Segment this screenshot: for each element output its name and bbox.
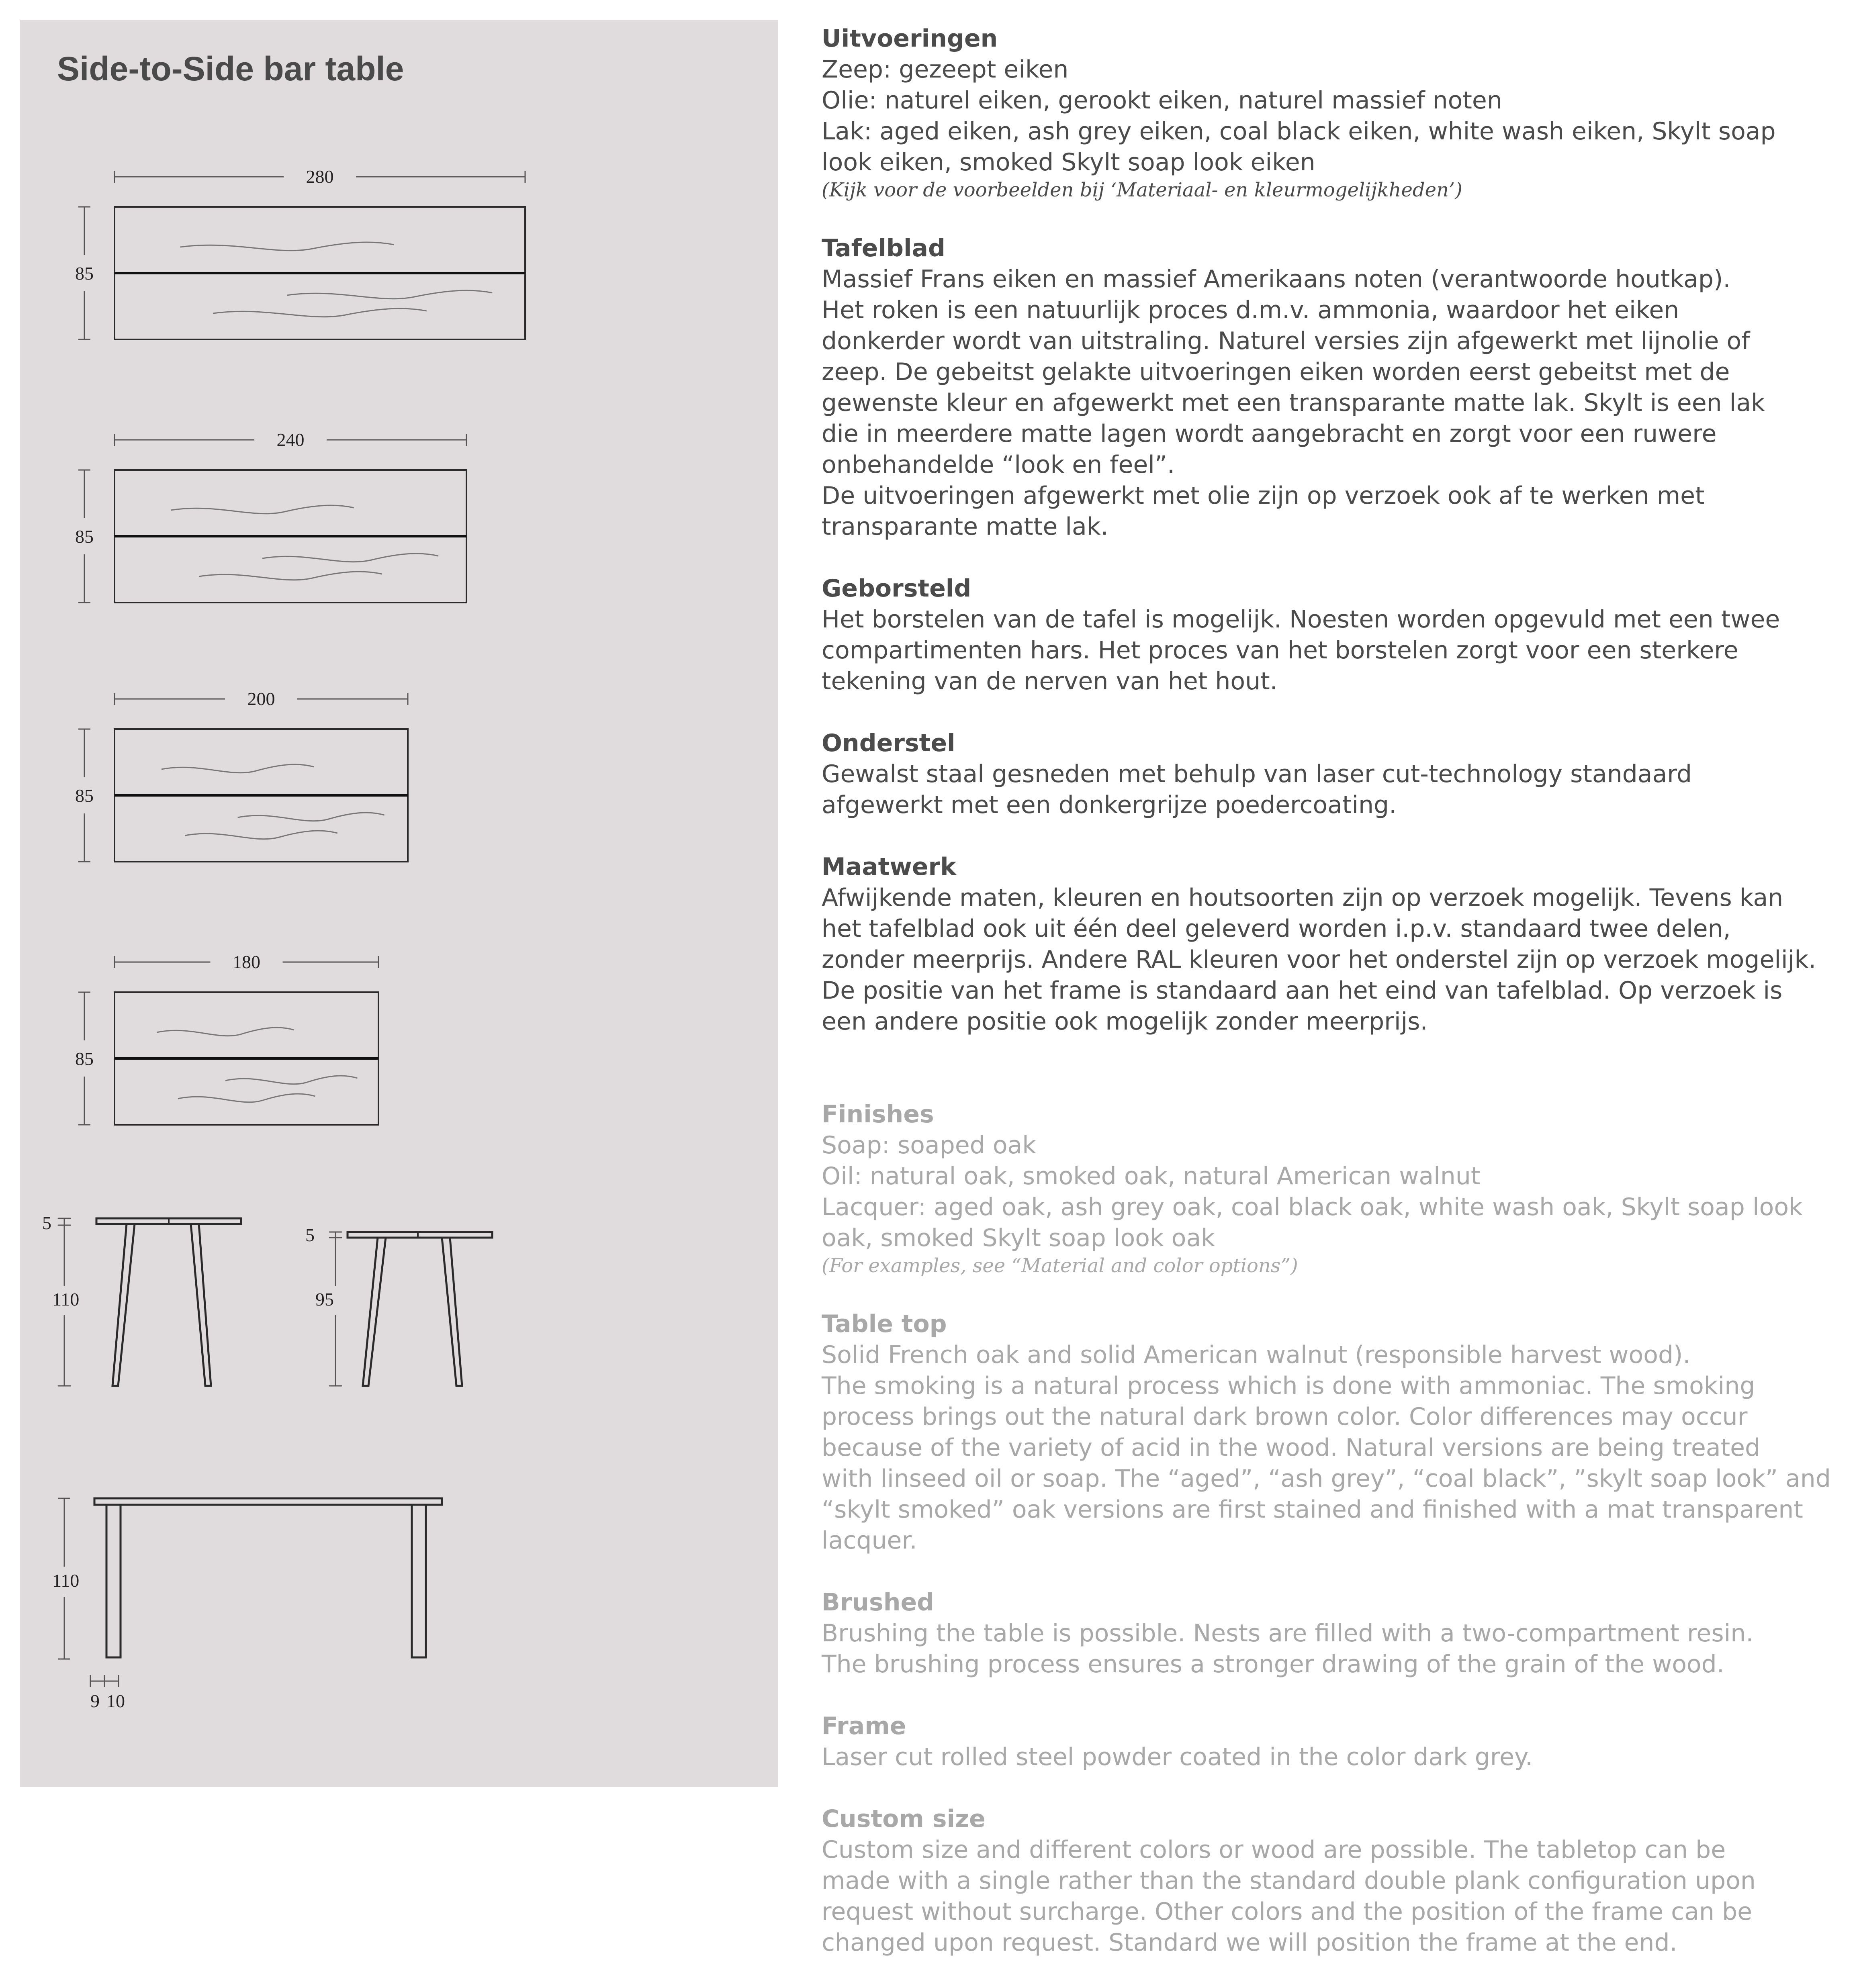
dim-label-depth: 85 (75, 526, 94, 547)
wood-grain-line (199, 572, 382, 580)
dim-label-leg-b: 10 (106, 1691, 125, 1711)
frame-nl-line: afgewerkt met een donkergrijze poedercoating. (822, 791, 1397, 819)
finishes-nl-note: (Kijk voor de voorbeelden bij ‘Materiaal- en kleurmogelijkheden’) (822, 179, 1462, 201)
dim-label-depth: 85 (75, 785, 94, 806)
custom-nl-line: het tafelblad ook uit één deel geleverd worden i.p.v. standaard twee delen, (822, 915, 1731, 943)
tabletop-en-heading: Table top (822, 1310, 947, 1338)
dim-label-width: 240 (276, 429, 305, 450)
tabletop-en-line: with linseed oil or soap. The “aged”, “ash grey”, “coal black”, ”skylt soap look” and (822, 1465, 1831, 1493)
wood-grain-line (180, 242, 394, 251)
tabletop-en-line: “skylt smoked” oak versions are first stained and finished with a mat transparent (822, 1496, 1803, 1524)
finishes-en-heading: Finishes (822, 1100, 934, 1128)
wood-grain-line (262, 554, 438, 562)
custom-en-heading: Custom size (822, 1805, 986, 1833)
tabletop-en-section (822, 1309, 1850, 1556)
plan-view-240 (75, 429, 466, 603)
brushed-nl-line: tekening van de nerven van het hout. (822, 667, 1278, 695)
technical-drawing-panel (20, 20, 778, 1787)
dim-label-height: 110 (52, 1289, 80, 1310)
finishes-en-line: Lacquer: aged oak, ash grey oak, coal black oak, white wash oak, Skylt soap look (822, 1193, 1803, 1221)
frame-en-heading: Frame (822, 1712, 906, 1740)
leg-left (112, 1224, 135, 1386)
finishes-nl-line: Zeep: gezeept eiken (822, 55, 1069, 84)
tabletop-nl-heading: Tafelblad (822, 234, 945, 262)
wood-grain-line (225, 1076, 358, 1084)
leg-right (442, 1238, 462, 1386)
description-column (822, 23, 1850, 1958)
finishes-en-line: Oil: natural oak, smoked oak, natural American walnut (822, 1162, 1481, 1190)
tabletop-nl-line: transparante matte lak. (822, 513, 1108, 541)
dim-label-depth: 85 (75, 263, 94, 284)
leg-left (106, 1505, 121, 1657)
front-view (52, 1498, 442, 1711)
wood-grain-line (178, 1094, 315, 1102)
wood-grain-line (171, 505, 354, 514)
brushed-en-section (822, 1587, 1850, 1680)
tabletop-nl-line: onbehandelde “look en feel”. (822, 451, 1175, 479)
finishes-en-line: oak, smoked Skylt soap look oak (822, 1224, 1215, 1252)
frame-en-section (822, 1711, 1850, 1773)
wood-grain-line (238, 813, 384, 821)
tabletop-nl-line: zeep. De gebeitst gelakte uitvoeringen eiken worden eerst gebeitst met de (822, 358, 1730, 386)
tabletop-nl-line: gewenste kleur en afgewerkt met een transparante matte lak. Skylt is een lak (822, 389, 1765, 417)
side-view-110 (42, 1213, 241, 1386)
brushed-nl-section (822, 573, 1850, 697)
plan-view-280 (75, 166, 525, 339)
tabletop-nl-line: Het roken is een natuurlijk proces d.m.v. ammonia, waardoor het eiken (822, 296, 1679, 324)
custom-nl-line: De positie van het frame is standaard aan het eind van tafelblad. Op verzoek is (822, 977, 1783, 1005)
tabletop-en-line: lacquer. (822, 1526, 917, 1555)
finishes-nl-line: Lak: aged eiken, ash grey eiken, coal black eiken, white wash eiken, Skylt soap (822, 117, 1776, 145)
custom-nl-line: een andere positie ook mogelijk zonder meerprijs. (822, 1007, 1428, 1036)
table-top-edge (348, 1232, 492, 1238)
dim-line-legs (90, 1675, 119, 1687)
frame-nl-line: Gewalst staal gesneden met behulp van laser cut-technology standaard (822, 760, 1692, 788)
brushed-en-line: The brushing process ensures a stronger drawing of the grain of the wood. (822, 1650, 1724, 1678)
finishes-nl-line: Olie: naturel eiken, gerookt eiken, naturel massief noten (822, 86, 1502, 114)
frame-en-line: Laser cut rolled steel powder coated in the color dark grey. (822, 1743, 1533, 1771)
wood-grain-line (287, 290, 492, 299)
tabletop-nl-line: donkerder wordt van uitstraling. Naturel versies zijn afgewerkt met lijnolie of (822, 327, 1750, 355)
custom-nl-section (822, 852, 1850, 1037)
custom-en-section (822, 1804, 1850, 1958)
brushed-nl-heading: Geborsteld (822, 574, 971, 603)
tabletop-en-line: process brings out the natural dark brown color. Color differences may occur (822, 1403, 1748, 1431)
dim-label-width: 200 (247, 689, 275, 709)
brushed-nl-line: Het borstelen van de tafel is mogelijk. Noesten worden opgevuld met een twee (822, 605, 1780, 633)
brushed-en-line: Brushing the table is possible. Nests are filled with a two-compartment resin. (822, 1619, 1754, 1647)
plan-view-180 (75, 952, 378, 1125)
table-top-edge (94, 1498, 442, 1505)
tabletop-en-line: because of the variety of acid in the wood. Natural versions are being treated (822, 1434, 1761, 1462)
leg-left (363, 1238, 386, 1386)
tabletop-en-line: The smoking is a natural process which is done with ammoniac. The smoking (822, 1372, 1755, 1400)
dim-label-top: 5 (42, 1213, 51, 1233)
dim-label-width: 280 (306, 166, 334, 187)
wood-grain-line (213, 309, 426, 317)
plan-view-200 (75, 689, 408, 862)
wood-grain-line (162, 764, 314, 773)
dimension-drawings (20, 20, 778, 1787)
finishes-nl-heading: Uitvoeringen (822, 25, 998, 53)
tabletop-en-line: Solid French oak and solid American walnut (responsible harvest wood). (822, 1341, 1691, 1369)
frame-nl-heading: Onderstel (822, 729, 955, 757)
leg-right (412, 1505, 426, 1657)
wood-grain-line (185, 831, 337, 839)
tabletop-nl-line: Massief Frans eiken en massief Amerikaans noten (verantwoorde houtkap). (822, 265, 1731, 293)
tabletop-nl-line: die in meerdere matte lagen wordt aangebracht en zorgt voor een ruwere (822, 420, 1717, 448)
tabletop-nl-line: De uitvoeringen afgewerkt met olie zijn op verzoek ook af te werken met (822, 482, 1705, 510)
custom-nl-line: zonder meerprijs. Andere RAL kleuren voor het onderstel zijn op verzoek mogelijk. (822, 946, 1816, 974)
dim-label-leg-a: 9 (90, 1691, 100, 1711)
plan-views (75, 166, 525, 1125)
custom-en-line: made with a single rather than the standard double plank configuration upon (822, 1867, 1756, 1895)
custom-nl-heading: Maatwerk (822, 853, 956, 881)
dim-label-depth: 85 (75, 1048, 94, 1069)
finishes-en-line: Soap: soaped oak (822, 1131, 1037, 1159)
frame-nl-section (822, 728, 1850, 821)
dim-label-width: 180 (233, 952, 260, 972)
custom-en-line: Custom size and different colors or wood are possible. The tabletop can be (822, 1836, 1726, 1864)
finishes-nl-section (822, 23, 1850, 202)
finishes-en-note: (For examples, see “Material and color options”) (822, 1255, 1298, 1277)
finishes-en-section (822, 1099, 1850, 1278)
custom-nl-line: Afwijkende maten, kleuren en houtsoorten zijn op verzoek mogelijk. Tevens kan (822, 884, 1783, 912)
panel-title: Side-to-Side bar table (57, 50, 404, 88)
leg-right (191, 1224, 211, 1386)
dim-label-top: 5 (305, 1225, 315, 1245)
wood-grain-line (157, 1028, 294, 1036)
brushed-en-heading: Brushed (822, 1588, 935, 1616)
custom-en-line: changed upon request. Standard we will position the frame at the end. (822, 1929, 1677, 1957)
dim-label-height: 95 (315, 1289, 334, 1310)
tabletop-nl-section (822, 233, 1850, 542)
custom-en-line: request without surcharge. Other colors and the position of the frame can be (822, 1898, 1752, 1926)
brushed-nl-line: compartimenten hars. Het proces van het borstelen zorgt voor een sterkere (822, 636, 1738, 664)
finishes-nl-line: look eiken, smoked Skylt soap look eiken (822, 148, 1315, 176)
dim-label-height: 110 (52, 1570, 80, 1591)
side-view-95 (305, 1225, 492, 1386)
